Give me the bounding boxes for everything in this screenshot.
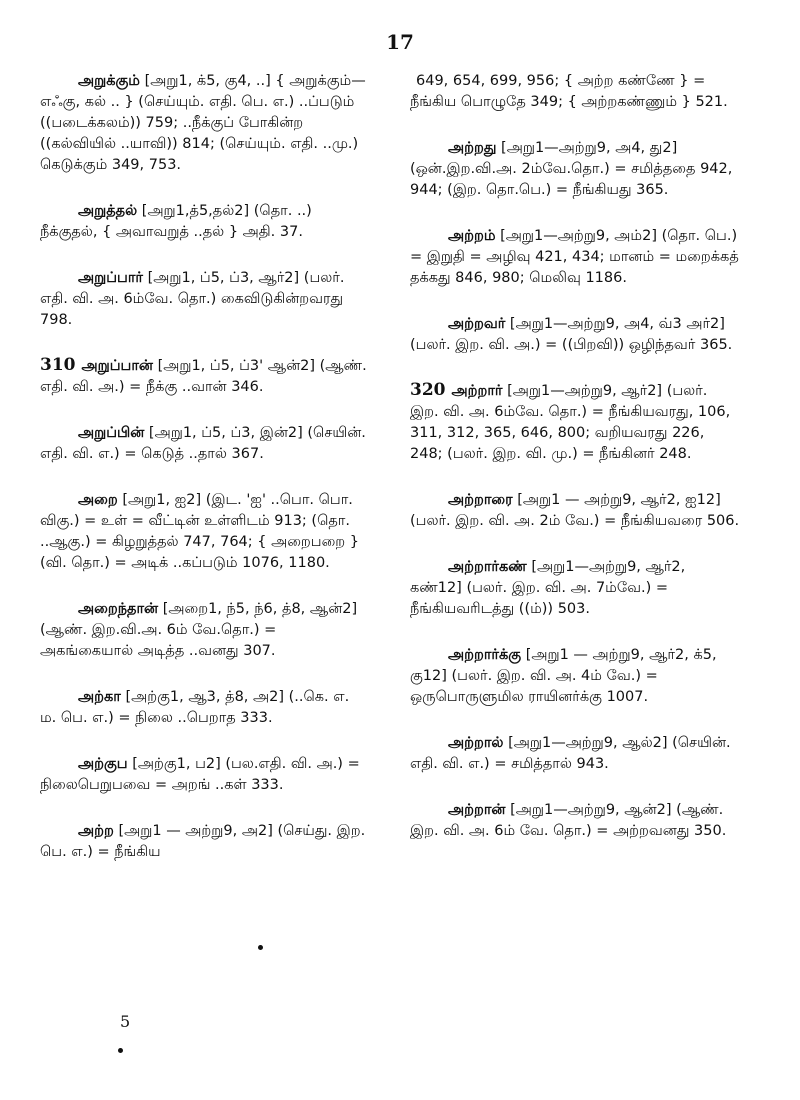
- entry-body: [அறு1 — அற்று9, அ2] (செய்து. இற. பெ. எ.) = நீங்கிய: [40, 823, 366, 860]
- entry-headword: அற்றார்கண்: [448, 559, 527, 575]
- dictionary-entry: [40, 267, 370, 331]
- entry-headword: அறைந்தான்: [78, 601, 159, 617]
- entry-headword: அற்கா: [78, 689, 121, 705]
- dictionary-entry: [40, 686, 370, 729]
- dictionary-entry: [410, 732, 740, 775]
- entry-body: [அறு1—அற்று9, ஆல்2] (செயின். எதி. வி. எ.) = சமித்தால் 943.: [410, 735, 731, 772]
- dictionary-entry: [410, 644, 740, 708]
- entry-body: [அறு1—அற்று9, ஆன்2] (ஆண். இற. வி. அ. 6ம் வே. தொ.) = அற்றவனது 350.: [410, 802, 727, 839]
- dictionary-entry: [40, 820, 370, 863]
- entry-headword: அறுப்பான்: [81, 358, 153, 374]
- dictionary-entry: [410, 799, 740, 842]
- entry-headword: அற்றது: [448, 140, 497, 156]
- entry-headword: அற்றார்க்கு: [448, 647, 522, 663]
- dictionary-entry: [40, 753, 370, 796]
- entry-headword: அறுப்பார்: [78, 270, 143, 286]
- entry-body: 649, 654, 699, 956; { அற்ற கண்ணே } = நீங்கிய பொழுதே 349; { அற்றகண்ணும் } 521.: [410, 73, 728, 110]
- dictionary-entry: [40, 70, 370, 176]
- entry-body: [அறு1, ப்5, ப்3, ஆர்2] (பலர். எதி. வி. அ. 6ம்வே. தொ.) கைவிடுகின்றவரது 798.: [40, 270, 345, 328]
- dictionary-entry: [40, 489, 370, 574]
- entry-headword: அற்றால்: [448, 735, 504, 751]
- dictionary-entry: [40, 598, 370, 662]
- entry-body: [அறை1, ந்5, ந்6, த்8, ஆன்2] (ஆண். இற.வி.அ. 6ம் வே.தொ.) = அகங்கையால் அடித்த ..வனது 307.: [40, 601, 358, 659]
- page-number: 17: [386, 30, 414, 54]
- ink-dot: [118, 1048, 123, 1053]
- entry-body: [அறு1—அற்று9, ஆர்2, கண்12] (பலர். இற. வி. அ. 7ம்வே.) = நீங்கியவரிடத்து ((ம்)) 503.: [410, 559, 686, 617]
- entry-body: [அற்கு1, ஆ3, த்8, அ2] (..கெ. எ. ம. பெ. எ.) = நிலை ..பெறாத 333.: [40, 689, 350, 726]
- entry-body: [அற்கு1, ப2] (பல.எதி. வி. அ.) = நிலைபெறுபவை = அறங் ..கள் 333.: [40, 756, 360, 793]
- entry-body: [அறு1, ஐ2] (இட. 'ஐ' ..பொ. பொ. விகு.) = உள் = வீட்டின் உள்ளிடம் 913; (தொ. ..ஆகு.) = கிழறுத்தல் 747, 764; { அறைபறை } (வி. தொ.) = அடிக் ..கப்படும் 1076, 1180.: [40, 492, 360, 571]
- entry-headword: அறை: [78, 492, 118, 508]
- entry-headword: அற்றவர்: [448, 316, 506, 332]
- ink-dot: [258, 945, 263, 950]
- dictionary-entry: [410, 225, 740, 289]
- dictionary-entry: [40, 200, 370, 243]
- entry-headword: அற்றான்: [448, 802, 506, 818]
- entry-headword: அற்றார்: [451, 383, 503, 399]
- entry-number: 310: [40, 355, 76, 375]
- entry-headword: அறுத்தல்: [78, 203, 138, 219]
- dictionary-entry: [40, 422, 370, 465]
- entry-body: [அறு1—அற்று9, ஆர்2] (பலர். இற. வி. அ. 6ம்வே. தொ.) = நீங்கியவரது, 106, 311, 312, 365, 646, 800; வறியவரது 226, 248; (பலர். இற. வி. மு.) = நீங்கினர் 248.: [410, 383, 731, 462]
- dictionary-entry: [410, 380, 740, 465]
- entry-body: [அறு1, க்5, கு4, ..] { அறுக்கும்—எஃகு, கல் .. } (செய்யும். எதி. பெ. எ.) ..ப்படும் ((படைக்கலம்)) 759; ..நீக்குப் போகின்ற ((கல்வியில் ..யாவி)) 814; (செய்யும். எதி. ..மு.) கெடுக்கும் 349, 753.: [40, 73, 366, 173]
- entry-body: [அறு1—அற்று9, அ4, வ்3 அர்2] (பலர். இற. வி. அ.) = ((பிறவி)) ஒழிந்தவர் 365.: [410, 316, 733, 353]
- entry-body: [அறு1—அற்று9, அம்2] (தொ. பெ.) = இறுதி = அழிவு 421, 434; மானம் = மறைக்கத் தக்கது 846, 980; மெலிவு 1186.: [410, 228, 739, 286]
- left-column: [40, 70, 370, 887]
- entry-headword: அறுப்பின்: [78, 425, 145, 441]
- dictionary-entry: [410, 313, 740, 356]
- entry-headword: அற்றாரை: [448, 492, 513, 508]
- entry-body: [அறு1, ப்5, ப்3, இன்2] (செயின். எதி. வி. எ.) = கெடுத் ..தால் 367.: [40, 425, 366, 462]
- entry-headword: அற்குப: [78, 756, 128, 772]
- entry-headword: அறுக்கும்: [78, 73, 140, 89]
- signature-mark: 5: [120, 1012, 131, 1031]
- entry-headword: அற்றம்: [448, 228, 496, 244]
- dictionary-entry: [40, 355, 370, 398]
- entry-number: 320: [410, 380, 446, 400]
- entry-body: [அறு1,த்5,தல்2] (தொ. ..) நீக்குதல், { அவாவறுத் ..தல் } அதி. 37.: [40, 203, 312, 240]
- dictionary-entry: [410, 70, 740, 113]
- right-column: [410, 70, 740, 866]
- entry-body: [அறு1 — அற்று9, ஆர்2, ஐ12] (பலர். இற. வி. அ. 2ம் வே.) = நீங்கியவரை 506.: [410, 492, 740, 529]
- dictionary-entry: [410, 556, 740, 620]
- dictionary-entry: [410, 489, 740, 532]
- entry-headword: அற்ற: [78, 823, 114, 839]
- dictionary-entry: [410, 137, 740, 201]
- entry-body: [அறு1—அற்று9, அ4, து2] (ஒன்.இற.வி.அ. 2ம்வே.தொ.) = சமித்ததை 942, 944; (இற. தொ.பெ.) = நீங்கியது 365.: [410, 140, 733, 198]
- entry-body: [அறு1 — அற்று9, ஆர்2, க்5, கு12] (பலர். இற. வி. அ. 4ம் வே.) = ஒருபொருளுமில ராயினர்க்கு 1007.: [410, 647, 717, 705]
- entry-body: [அறு1, ப்5, ப்3' ஆன்2] (ஆண். எதி. வி. அ.) = நீக்கு ..வான் 346.: [40, 358, 367, 395]
